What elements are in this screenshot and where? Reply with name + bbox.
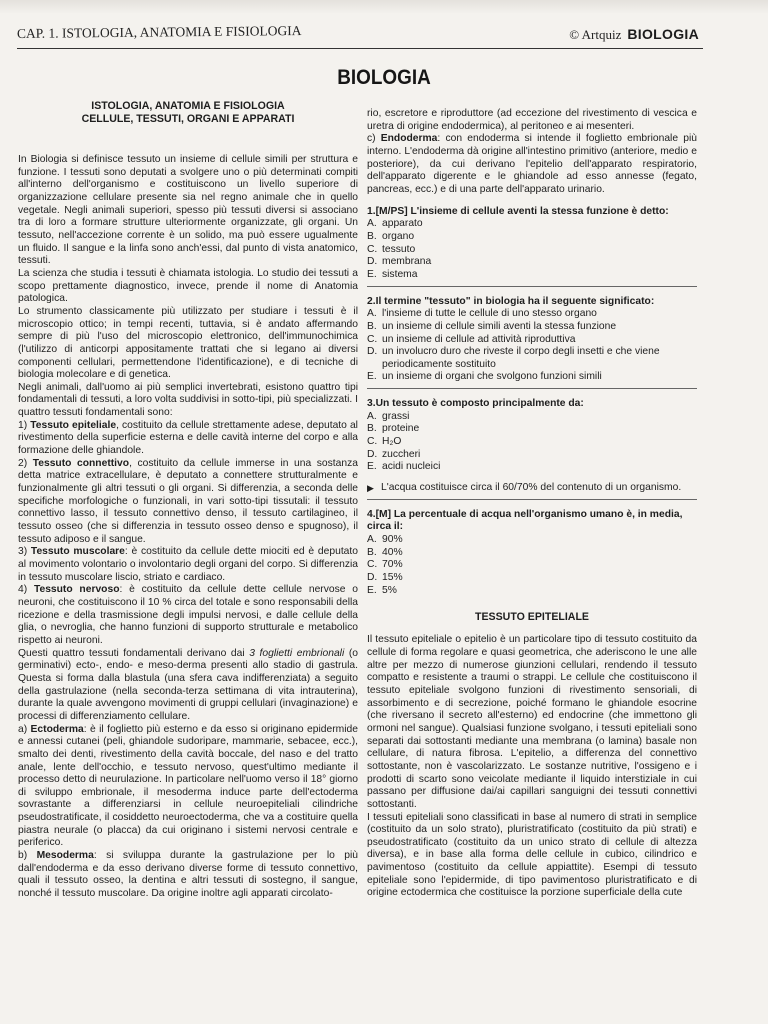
paragraph-istologia: La scienza che studia i tessuti è chiamata istologia. Lo studio dei tessuti a scopo prettamente diagnostico, invece, prende il nome di Anatomia patologica. xyxy=(18,267,358,305)
option-letter: B. xyxy=(367,423,377,435)
divider xyxy=(367,499,697,500)
divider xyxy=(367,388,697,389)
item-text: , costituito da cellule immerse in una sostanza detta matrice extracellulare, è deputato a connettere strutturalmente e funzionalmente gli altri tessuti o gli organi. Si differenzia, a seconda delle specifiche morfologiche o funzionali, in vari sotto-tipi tissutali: il tessuto connettivo lasso, il tessuto connettivo denso, il tessuto cartilagineo, il tessuto osseo (che si differenzia in tessuto osseo denso e spugnoso), il tessuto adiposo e il sangue. xyxy=(18,457,358,545)
option-text: 5% xyxy=(382,584,397,596)
item-number: 3) xyxy=(18,546,31,558)
running-header xyxy=(17,22,703,49)
item-text: : è il foglietto più esterno e da esso si originano epidermide e annessi cutanei (peli, ghiandole sudoripare, mammarie, sebacee, ecc.), smalto dei denti, rivestimento della cavità boccale, del naso e del tratto anale, lente dell'occhio, e tessuto nervoso, quest'ultimo mediante il processo detto di neurulazione. In particolare nell'uomo verso il 18° giorno di sviluppo embrionale, il mesoderma induce parte dell'ectoderma sovrastante a differenziarsi in cellule neuroepiteliali cilindriche pseudostratificate, il cosiddetto neuroectoderma, che va a costituire quella piastra neurale (o placca) da cui originano i sistemi nervosi centrale e periferico. xyxy=(18,723,358,849)
option-letter: C. xyxy=(367,559,378,571)
option-letter: D. xyxy=(367,448,378,460)
quiz-question-4 xyxy=(367,509,697,598)
option-text: proteine xyxy=(382,423,420,435)
foglietti-text-before: Questi quattro tessuti fondamentali derivano dai xyxy=(18,647,250,659)
item-term: Tessuto epiteliale xyxy=(30,419,117,431)
paragraph-epitelio: Il tessuto epiteliale o epitelio è un particolare tipo di tessuto costituito da cellule di forma regolare e quasi geometrica, che aderiscono le une alle altre per mezzo di numerose giunzioni cellulari, rendendo il tessuto compatto e resistente a traumi o strappi. Le cellule che costituiscono il tessuto epiteliale svolgono funzioni di rivestimento sensoriali, di assorbimento e di secrezione, poiché formano le ghiandole esocrine (che riversano il secreto all'esterno) ed endocrine (che immettono gli ormoni nel sangue). Qualsiasi funzione svolgano, i tessuti epiteliali sono separati dai sottostanti mediante una membrana (o lamina) basale non cellulare, di natura fibrosa. L'epitelio, a differenza del connettivo sottostante, non è vascolarizzato. Le sostanze nutritive, l'ossigeno e i prodotti di scarto sono veicolate mediante il liquido interstiziale in cui passano per diffusione dai/ai capillari sanguigni dei tessuti connettivi sottostanti. xyxy=(367,634,697,810)
option-letter: B. xyxy=(367,230,377,242)
quiz-question-1 xyxy=(367,206,697,287)
divider xyxy=(367,286,697,287)
left-column xyxy=(18,98,358,901)
question-text: 2.Il termine "tessuto" in biologia ha il seguente significato: xyxy=(367,295,655,307)
option-text: tessuto xyxy=(382,243,416,255)
option-letter: B. xyxy=(367,320,377,332)
option-text: 40% xyxy=(382,546,403,558)
tissue-item-nervoso xyxy=(18,584,358,647)
copyright-label: © Artquiz xyxy=(569,27,622,42)
item-number: 1) xyxy=(18,419,31,431)
paragraph-foglietti xyxy=(18,648,358,724)
right-column xyxy=(367,108,697,900)
option-text: un insieme di organi che svolgono funzioni simili xyxy=(382,371,602,383)
item-term: Tessuto nervoso xyxy=(33,584,120,596)
section-heading-epiteliale: TESSUTO EPITELIALE xyxy=(475,611,589,624)
option-text: sistema xyxy=(382,268,418,280)
item-text: , costituito da cellule strettamente adese, deputato al rivestimento della superficie esterna e delle cavità interne del corpo e alla formazione delle ghiandole. xyxy=(18,419,358,457)
layer-item-ectoderma xyxy=(18,724,358,851)
option-letter: D. xyxy=(367,256,378,268)
option-text: l'insieme di tutte le cellule di uno stesso organo xyxy=(382,308,597,320)
paragraph-definition: In Biologia si definisce tessuto un insieme di cellule simili per struttura e funzione. I tessuti sono deputati a svolgere uno o più determinati compiti all'interno dell'organismo e costituiscono un livello superiore di organizzazione cellulare presente sia nel regno animale che in quello vegetale. Negli animali superiori, spesso più tessuti diversi si associano tra di loro a formare strutture ulteriormente organizzate, gli organi. Un tessuto, nell'accezione corrente è un solido, ma può essere ugualmente un fluido. Il sangue e la linfa sono anch'essi, dal punto di vista anatomico, tessuti. xyxy=(18,154,358,267)
brand xyxy=(569,26,699,44)
item-text: : è costituito da cellule dette cellule nervose o neuroni, che costituiscono il 10 % circa del totale e sono responsabili della ricezione e della trasmissione degli impulsi nervosi, e dalle cellule della glia, o nevroglia, che hanno funzioni di supporto strutturale e metabolico rispetto ai neuroni. xyxy=(18,584,358,646)
option-letter: B. xyxy=(367,546,377,558)
page-title: BIOLOGIA xyxy=(337,66,431,89)
tissue-item-epiteliale xyxy=(18,420,358,458)
item-text: : con endoderma si intende il foglietto embrionale più interno. L'endoderma dà origine all'intestino primitivo (anteriore, medio e posteriore), da cui derivano l'epitelio dell'apparato respiratorio, dell'apparato digerente e le ghiandole ad esso annesse (fegato, pancreas, ecc.) e di una parte dell'apparato urinario. xyxy=(367,133,697,195)
option-letter: A. xyxy=(367,308,377,320)
quiz-question-3 xyxy=(367,398,697,500)
option-text: un insieme di cellule ad attività riproduttiva xyxy=(382,333,576,345)
arrow-icon: ▶ xyxy=(367,483,374,494)
answer-option xyxy=(367,436,697,449)
foglietti-emphasis: 3 foglietti embrionali xyxy=(249,647,345,659)
item-text: : è costituito da cellule dette miociti ed è deputato al movimento volontario o involontario degli organi del corpo. Si differenzia in tessuto muscolare liscio, striato e cardiaco. xyxy=(18,546,358,583)
layer-item-mesoderma xyxy=(18,850,358,901)
option-letter: E. xyxy=(367,461,377,473)
option-text: membrana xyxy=(382,256,432,268)
option-letter: A. xyxy=(367,534,377,546)
tissue-item-connettivo xyxy=(18,458,358,547)
paragraph-classificazione: I tessuti epiteliali sono classificati in base al numero di strati in semplice (costituito da un solo strato), pluristratificato (costituito da più strati) e pseudostratificato (costituito da un unico strato di cellule di altezza diversa), e in base alla forma delle cellule in cubico, cilindrico e pavimentoso (costituito da cellule appiattite). Esempi di tessuto epiteliale sono l'epidermide, di tipo pavimentoso pluristratificato e di origine ectodermica che costituisce la porzione superficiale della cute xyxy=(367,811,697,899)
paragraph-tissue-types: Negli animali, dall'uomo ai più semplici invertebrati, esistono quattro tipi fondamentali di tessuti, a loro volta suddivisi in sotto-tipi, più specializzati. I quattro tessuti fondamentali sono: xyxy=(18,381,358,419)
answer-option xyxy=(367,334,697,347)
answer-option xyxy=(367,411,697,424)
note-text: L'acqua costituisce circa il 60/70% del contenuto di un organismo. xyxy=(381,482,682,494)
item-term: Tessuto muscolare xyxy=(30,546,125,558)
note xyxy=(367,482,697,495)
option-letter: A. xyxy=(367,410,377,422)
foglietti-text-after: (o germinativi) ecto-, endo- e meso-derma presenti allo stadio di gastrula. Questa si forma dalla blastula (una sfera cava indifferenziata) a seguito della gastrulazione (nella seconda-terza settimana di vita intrauterina), durante la quale avvengono movimenti di gruppi cellulari (invaginazione) e processi di differenziamento cellulare. xyxy=(18,647,358,722)
answer-option xyxy=(367,346,697,371)
answer-option xyxy=(367,423,697,436)
answer-option xyxy=(367,572,697,585)
item-term: Ectoderma xyxy=(30,723,84,735)
item-letter: c) xyxy=(367,133,381,145)
item-term: Mesoderma xyxy=(36,850,94,862)
answer-option xyxy=(367,321,697,334)
answer-option xyxy=(367,308,697,321)
answer-option xyxy=(367,371,697,384)
answer-option xyxy=(367,559,697,572)
tissue-item-muscolare xyxy=(18,546,358,584)
item-term: Endoderma xyxy=(380,133,438,145)
chapter-label: CAP. 1. ISTOLOGIA, ANATOMIA E FISIOLOGIA xyxy=(16,23,302,41)
option-text: grassi xyxy=(382,410,410,422)
item-letter: b) xyxy=(18,850,37,862)
item-number: 4) xyxy=(18,584,34,596)
brand-name: BIOLOGIA xyxy=(627,26,699,42)
item-term: Tessuto connettivo xyxy=(32,457,130,469)
answer-option xyxy=(367,461,697,474)
option-letter: C. xyxy=(367,333,378,345)
option-letter: E. xyxy=(367,584,377,596)
option-letter: E. xyxy=(367,268,377,280)
item-number: 2) xyxy=(18,457,33,469)
option-text: zuccheri xyxy=(382,448,421,460)
item-text: : si sviluppa durante la gastrulazione per lo più dall'endoderma e da esso derivano diverse forme di tessuto connettivo, quali il tessuto osseo, la dentina e altri tessuti di sostegno, il sangue, nonché il tessuto muscolare. Da origine inoltre agli apparati circolato- xyxy=(18,850,358,900)
paragraph-continuation: rio, escretore e riproduttore (ad eccezione del rivestimento di vescica e uretra di origine endodermica), al peritoneo e ai mesenteri. xyxy=(367,108,697,132)
option-letter: D. xyxy=(367,572,378,583)
option-text: un involucro duro che riveste il corpo degli insetti e che viene periodicamente sostituito xyxy=(382,346,660,370)
option-letter: D. xyxy=(367,346,378,358)
question-text: 3.Un tessuto è composto principalmente da: xyxy=(367,398,584,410)
answer-option xyxy=(367,534,697,547)
option-text: 15% xyxy=(382,572,403,583)
layer-item-endoderma xyxy=(367,133,697,196)
option-text: un insieme di cellule simili aventi la stessa funzione xyxy=(382,320,617,332)
option-letter: C. xyxy=(367,436,378,448)
quiz-question-2 xyxy=(367,296,697,390)
page-edge xyxy=(0,0,768,14)
section-heading-cellule: CELLULE, TESSUTI, ORGANI E APPARATI xyxy=(81,113,295,125)
option-letter: C. xyxy=(367,243,378,255)
answer-option xyxy=(367,244,697,257)
answer-option xyxy=(367,269,697,282)
item-letter: a) xyxy=(18,723,31,735)
option-text: H₂O xyxy=(382,436,402,448)
option-text: 90% xyxy=(382,534,403,546)
section-heading-istologia: ISTOLOGIA, ANATOMIA E FISIOLOGIA xyxy=(91,100,285,112)
option-letter: E. xyxy=(367,371,377,383)
option-text: apparato xyxy=(382,218,423,230)
answer-option xyxy=(367,231,697,244)
answer-option xyxy=(367,547,697,560)
question-text: 1.[M/PS] L'insieme di cellule aventi la stessa funzione è detto: xyxy=(367,205,669,217)
answer-option xyxy=(367,256,697,269)
paragraph-microscope: Lo strumento classicamente più utilizzato per studiare i tessuti è il microscopio ottico; in tempi recenti, tuttavia, si è andato affermando sempre di più l'uso del microscopio elettronico, dell'immunochimica (l'utilizzo di anticorpi appositamente trattati che si legano ai diversi componenti cellulari, permettendone l'identificazione), e di tecniche di biologia molecolare e di genetica. xyxy=(18,305,358,381)
question-text: 4.[M] La percentuale di acqua nell'organismo umano è, in media, circa il: xyxy=(367,508,683,533)
option-text: 70% xyxy=(382,559,403,571)
answer-option xyxy=(367,218,697,231)
option-text: acidi nucleici xyxy=(382,461,441,473)
option-text: organo xyxy=(382,230,415,242)
option-letter: A. xyxy=(367,218,377,230)
answer-option xyxy=(367,449,697,462)
answer-option xyxy=(367,585,697,598)
